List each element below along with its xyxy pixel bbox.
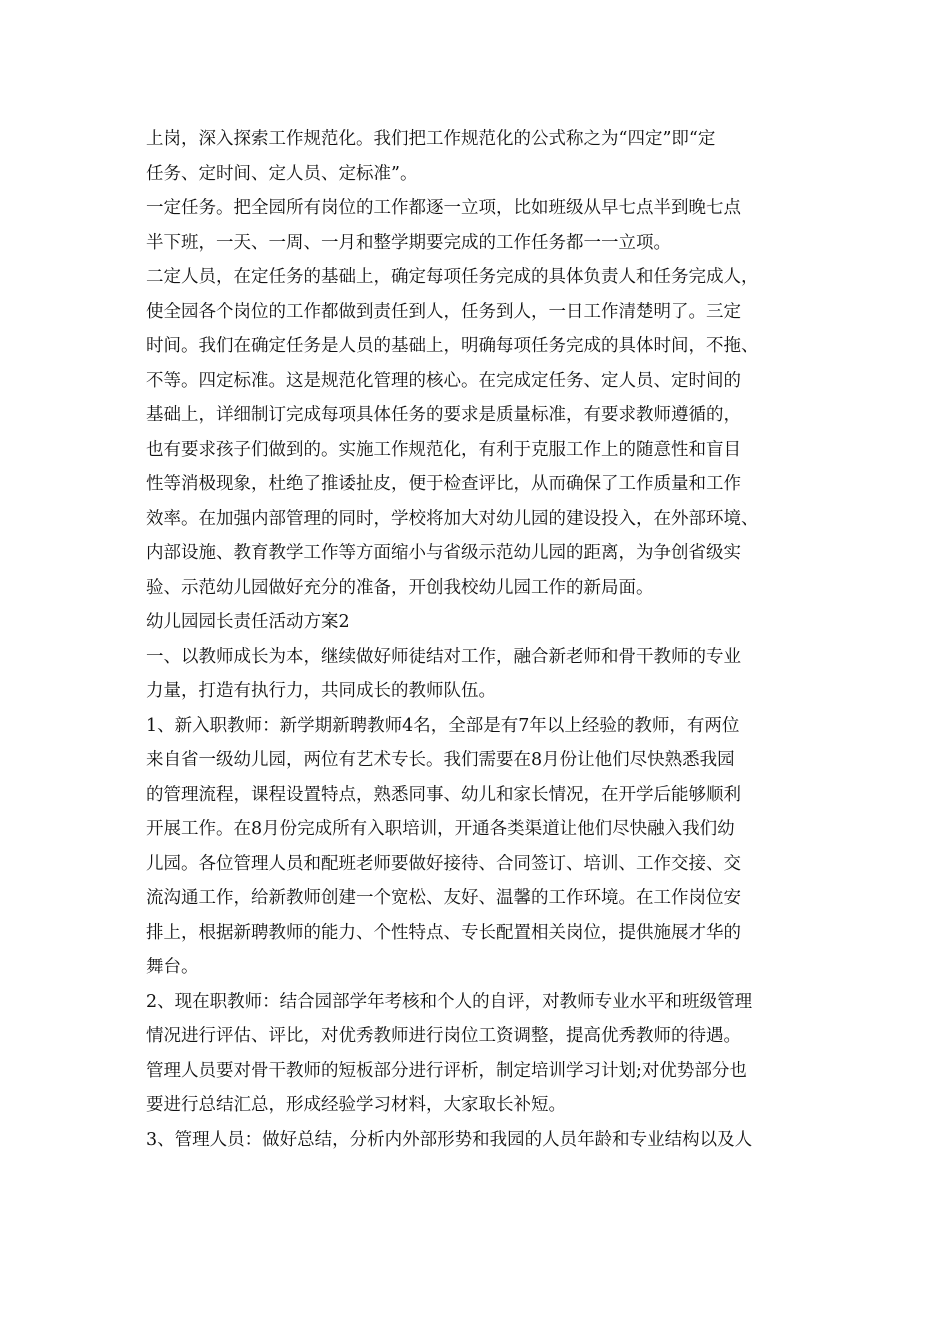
text-line: 开展工作。在8月份完成所有入职培训，开通各类渠道让他们尽快融入我们幼 bbox=[146, 819, 735, 839]
text-line: 来自省一级幼儿园，两位有艺术专长。我们需要在8月份让他们尽快熟悉我园 bbox=[146, 750, 735, 770]
text-line: 的管理流程，课程设置特点，熟悉同事、幼儿和家长情况，在开学后能够顺利 bbox=[146, 784, 741, 805]
text-line: 要进行总结汇总，形成经验学习材料，大家取长补短。 bbox=[146, 1095, 566, 1115]
text-line: 流沟通工作，给新教师创建一个宽松、友好、温馨的工作环境。在工作岗位安 bbox=[146, 888, 741, 908]
text-line: 验、示范幼儿园做好充分的准备，开创我校幼儿园工作的新局面。 bbox=[146, 577, 654, 598]
text-line: 任务、定时间、定人员、定标准”。 bbox=[146, 163, 418, 184]
text-line: 内部设施、教育教学工作等方面缩小与省级示范幼儿园的距离，为争创省级实 bbox=[146, 543, 741, 563]
text-line: 1、新入职教师：新学期新聘教师4名，全部是有7年以上经验的教师，有两位 bbox=[146, 715, 740, 736]
text-line: 力量，打造有执行力，共同成长的教师队伍。 bbox=[146, 681, 496, 701]
section-heading: 幼儿园园长责任活动方案2 bbox=[146, 612, 350, 632]
text-line: 半下班，一天、一周、一月和整学期要完成的工作任务都一一立项。 bbox=[146, 232, 671, 253]
text-line: 一、以教师成长为本，继续做好师徒结对工作，融合新老师和骨干教师的专业 bbox=[146, 646, 741, 667]
text-line: 也有要求孩子们做到的。实施工作规范化，有利于克服工作上的随意性和盲目 bbox=[146, 439, 741, 460]
text-line: 3、管理人员：做好总结，分析内外部形势和我园的人员年龄和专业结构以及人 bbox=[146, 1129, 753, 1150]
text-line: 使全园各个岗位的工作都做到责任到人，任务到人，一日工作清楚明了。三定 bbox=[146, 301, 741, 322]
text-line: 儿园。各位管理人员和配班老师要做好接待、合同签订、培训、工作交接、交 bbox=[146, 853, 741, 874]
text-line: 上岗，深入探索工作规范化。我们把工作规范化的公式称之为“四定”即“定 bbox=[146, 129, 716, 149]
text-line: 时间。我们在确定任务是人员的基础上，明确每项任务完成的具体时间，不拖、 bbox=[146, 336, 759, 356]
document-body bbox=[146, 122, 816, 1157]
text-line: 效率。在加强内部管理的同时，学校将加大对幼儿园的建设投入，在外部环境、 bbox=[146, 508, 759, 529]
text-line: 一定任务。把全园所有岗位的工作都逐一立项，比如班级从早七点半到晚七点 bbox=[146, 198, 741, 218]
text-line: 不等。四定标准。这是规范化管理的核心。在完成定任务、定人员、定时间的 bbox=[146, 370, 741, 391]
text-line: 基础上，详细制订完成每项具体任务的要求是质量标准，有要求教师遵循的， bbox=[146, 405, 741, 425]
text-line: 情况进行评估、评比，对优秀教师进行岗位工资调整，提高优秀教师的待遇。 bbox=[146, 1026, 741, 1046]
text-line: 排上，根据新聘教师的能力、个性特点、专长配置相关岗位，提供施展才华的 bbox=[146, 922, 741, 943]
text-line: 二定人员，在定任务的基础上，确定每项任务完成的具体负责人和任务完成人， bbox=[146, 267, 759, 287]
text-line: 性等消极现象，杜绝了推诿扯皮，便于检查评比，从而确保了工作质量和工作 bbox=[146, 474, 741, 494]
text-line: 2、现在职教师：结合园部学年考核和个人的自评，对教师专业水平和班级管理 bbox=[146, 991, 753, 1012]
text-line: 舞台。 bbox=[146, 957, 199, 977]
text-line: 管理人员要对骨干教师的短板部分进行评析，制定培训学习计划;对优势部分也 bbox=[146, 1060, 747, 1081]
